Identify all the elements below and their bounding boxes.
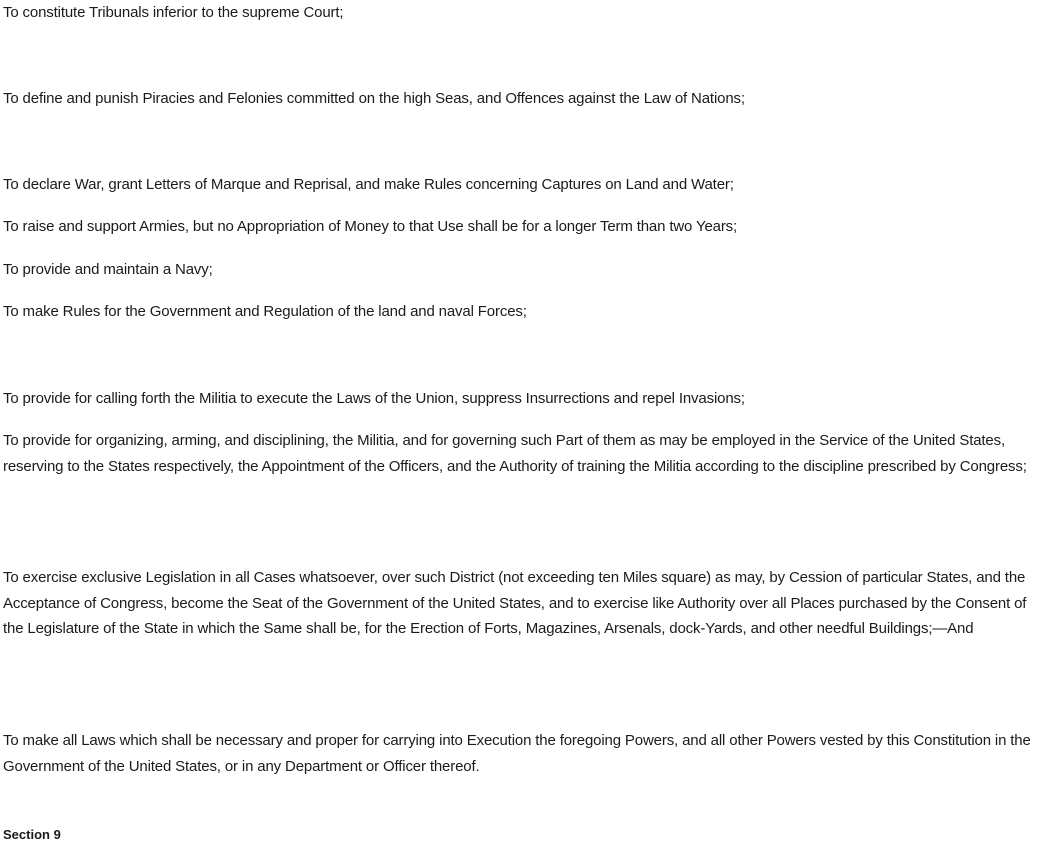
clause-piracies: To define and punish Piracies and Felonies committed on the high Seas, and Offences against the Law of Nations;	[3, 90, 745, 107]
clause-navy: To provide and maintain a Navy;	[3, 261, 213, 278]
clause-organizing-militia: To provide for organizing, arming, and disciplining, the Militia, and for governing such Part of them as may be employed in the Service of the United States, reserving to the States respectively, the Appointment of the Officers, and the Authority of training the Militia according to the discipline prescribed by Congress;	[3, 432, 1027, 475]
clause-armies: To raise and support Armies, but no Appropriation of Money to that Use shall be for a longer Term than two Years;	[3, 218, 738, 235]
clause-necessary-proper: To make all Laws which shall be necessary and proper for carrying into Execution the foregoing Powers, and all other Powers vested by this Constitution in the Government of the United States, or in any Department or Officer thereof.	[3, 732, 1031, 775]
section-heading: Section 9	[3, 827, 61, 842]
clause-land-naval-forces: To make Rules for the Government and Regulation of the land and naval Forces;	[3, 303, 527, 320]
clause-exclusive-legislation: To exercise exclusive Legislation in all Cases whatsoever, over such District (not exceeding ten Miles square) as may, by Cession of particular States, and the Acceptance of Congress, become the Seat of the Government of the United States, and to exercise like Authority over all Places purchased by the Consent of the Legislature of the State in which the Same shall be, for the Erection of Forts, Magazines, Arsenals, dock-Yards, and other needful Buildings;—And	[3, 569, 1027, 637]
clause-declare-war: To declare War, grant Letters of Marque and Reprisal, and make Rules concerning Captures on Land and Water;	[3, 176, 734, 193]
clause-calling-militia: To provide for calling forth the Militia to execute the Laws of the Union, suppress Insurrections and repel Invasions;	[3, 390, 745, 407]
clause-tribunals: To constitute Tribunals inferior to the supreme Court;	[3, 4, 344, 21]
